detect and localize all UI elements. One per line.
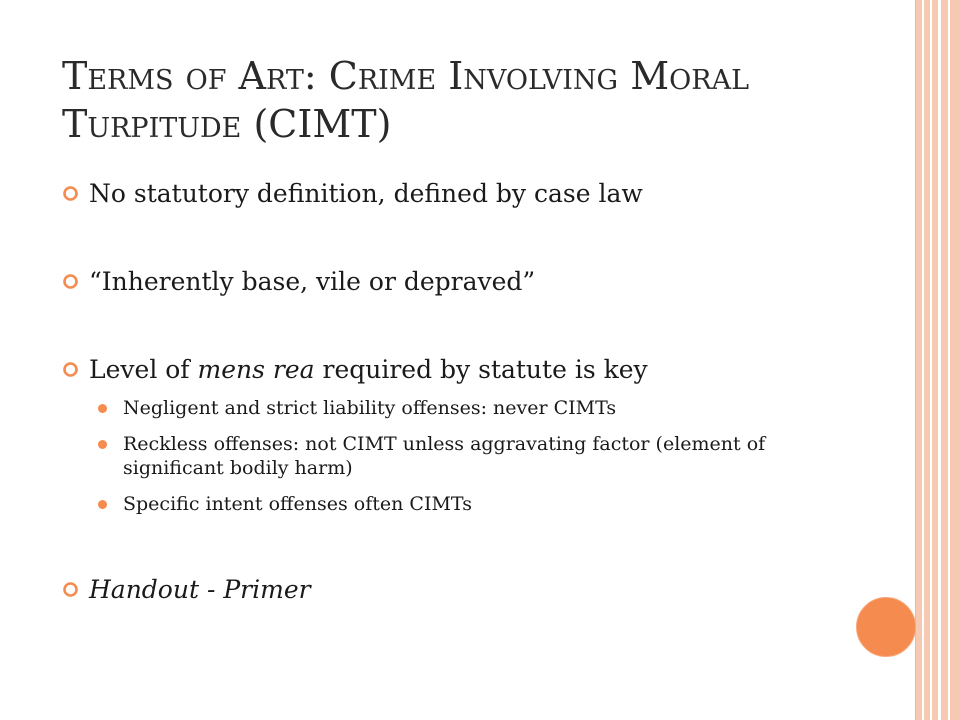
border-stripe (948, 0, 950, 720)
sub-bullet-item (62, 492, 862, 516)
bullet-text-after: required by statute is key (314, 355, 648, 384)
sub-bullet-text: Specific intent offenses often CIMTs (123, 493, 472, 515)
ring-bullet-icon (62, 273, 79, 290)
dot-bullet-icon (98, 440, 107, 449)
sub-bullet-item (62, 396, 862, 420)
border-stripe (938, 0, 941, 720)
slide-title (62, 52, 862, 148)
sub-bullet-list (62, 396, 862, 516)
bullet-item (62, 572, 862, 608)
border-stripe (930, 0, 932, 720)
bullet-item (62, 264, 862, 300)
orange-circle-decoration (856, 597, 916, 657)
vertical-divider (915, 0, 916, 720)
sub-bullet-text: Reckless offenses: not CIMT unless aggravating factor (element of significant bodily harm) (123, 433, 766, 479)
slide-title-line-2: Turpitude (CIMT) (62, 102, 392, 146)
ring-bullet-icon (62, 361, 79, 378)
bullet-text-before: Level of (89, 355, 198, 384)
border-stripe (922, 0, 924, 720)
ring-bullet-icon (62, 185, 79, 202)
bullet-text-italic: mens rea (197, 355, 315, 384)
dot-bullet-icon (98, 500, 107, 509)
bullet-text: Handout - Primer (89, 575, 311, 604)
bullet-item (62, 352, 862, 388)
ring-bullet-icon (62, 581, 79, 598)
sub-bullet-item (62, 432, 862, 480)
sub-bullet-text: Negligent and strict liability offenses: never CIMTs (123, 397, 617, 419)
bullet-list (62, 176, 862, 608)
dot-bullet-icon (98, 404, 107, 413)
bullet-text: “Inherently base, vile or depraved” (89, 267, 536, 296)
bullet-text: No statutory definition, defined by case law (89, 179, 643, 208)
bullet-item (62, 176, 862, 212)
slide-title-line-1: Terms of Art: Crime Involving Moral (62, 54, 750, 98)
right-border-decoration (916, 0, 960, 720)
